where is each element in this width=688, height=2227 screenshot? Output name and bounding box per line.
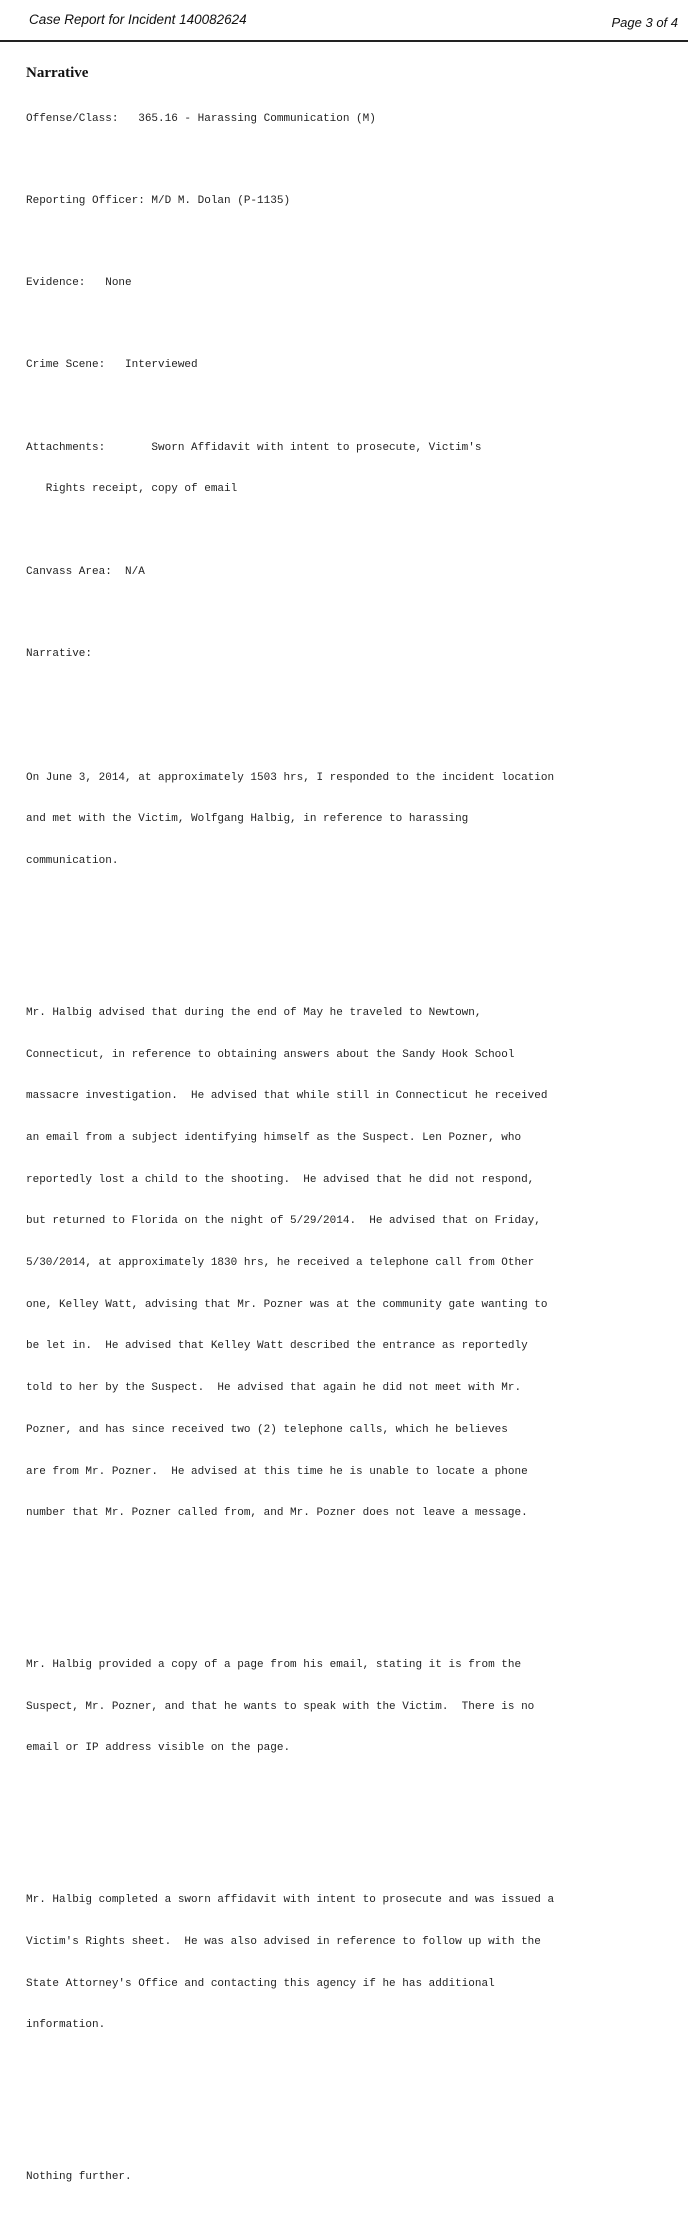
reporting-officer-field: Reporting Officer: M/D M. Dolan (P-1135) <box>26 195 291 208</box>
crime-scene-field: Crime Scene: Interviewed <box>26 359 198 372</box>
paragraph-line: On June 3, 2014, at approximately 1503 hrs, I responded to the incident location <box>26 771 555 784</box>
paragraph-line: but returned to Florida on the night of 5/29/2014. He advised that on Friday, <box>26 1215 541 1228</box>
paragraph-line: be let in. He advised that Kelley Watt described the entrance as reportedly <box>26 1340 528 1353</box>
narrative-paragraph <box>26 979 666 1549</box>
paragraph-line: reportedly lost a child to the shooting. He advised that he did not respond, <box>26 1173 535 1186</box>
paragraph-line: Connecticut, in reference to obtaining answers about the Sandy Hook School <box>26 1048 515 1061</box>
report-title: Case Report for Incident 140082624 <box>29 12 247 27</box>
paragraph-line: an email from a subject identifying himself as the Suspect. Len Pozner, who <box>26 1131 522 1144</box>
paragraph-line: State Attorney's Office and contacting this agency if he has additional <box>26 1977 495 1990</box>
section-title: Narrative <box>26 65 89 81</box>
evidence-field: Evidence: None <box>26 277 132 290</box>
paragraph-line: are from Mr. Pozner. He advised at this time he is unable to locate a phone <box>26 1465 528 1478</box>
paragraph-line: one, Kelley Watt, advising that Mr. Pozner was at the community gate wanting to <box>26 1298 548 1311</box>
paragraph-line: told to her by the Suspect. He advised that again he did not meet with Mr. <box>26 1382 522 1395</box>
paragraph-line: 5/30/2014, at approximately 1830 hrs, he received a telephone call from Other <box>26 1257 535 1270</box>
offense-class-field: Offense/Class: 365.16 - Harassing Communication (M) <box>26 112 376 125</box>
narrative-paragraph <box>26 2143 666 2213</box>
paragraph-line: Mr. Halbig provided a copy of a page from his email, stating it is from the <box>26 1658 522 1671</box>
narrative-paragraph <box>26 1631 666 1784</box>
narrative-label: Narrative: <box>26 647 93 660</box>
attachments-field-continued: Rights receipt, copy of email <box>26 483 238 496</box>
report-header <box>0 0 688 42</box>
narrative-paragraph <box>26 744 666 897</box>
paragraph-line: massacre investigation. He advised that while still in Connecticut he received <box>26 1090 548 1103</box>
paragraph-line: Victim's Rights sheet. He was also advised in reference to follow up with the <box>26 1935 541 1948</box>
paragraph-line: and met with the Victim, Wolfgang Halbig, in reference to harassing <box>26 813 469 826</box>
narrative-paragraph <box>26 1866 666 2061</box>
paragraph-line: number that Mr. Pozner called from, and Mr. Pozner does not leave a message. <box>26 1507 528 1520</box>
page-number: Page 3 of 4 <box>611 15 678 30</box>
paragraph-line: email or IP address visible on the page. <box>26 1742 291 1755</box>
paragraph-line: Pozner, and has since received two (2) telephone calls, which he believes <box>26 1423 508 1436</box>
header-divider <box>0 40 688 42</box>
report-body <box>26 85 666 2227</box>
attachments-field: Attachments: Sworn Affidavit with intent to prosecute, Victim's <box>26 441 482 454</box>
paragraph-line: Suspect, Mr. Pozner, and that he wants to speak with the Victim. There is no <box>26 1700 535 1713</box>
paragraph-line: information. <box>26 2019 106 2032</box>
paragraph-line: communication. <box>26 855 119 868</box>
paragraph-line: Mr. Halbig advised that during the end of May he traveled to Newtown, <box>26 1006 482 1019</box>
canvass-area-field: Canvass Area: N/A <box>26 565 145 578</box>
paragraph-line: Nothing further. <box>26 2170 132 2183</box>
paragraph-line: Mr. Halbig completed a sworn affidavit with intent to prosecute and was issued a <box>26 1894 555 1907</box>
